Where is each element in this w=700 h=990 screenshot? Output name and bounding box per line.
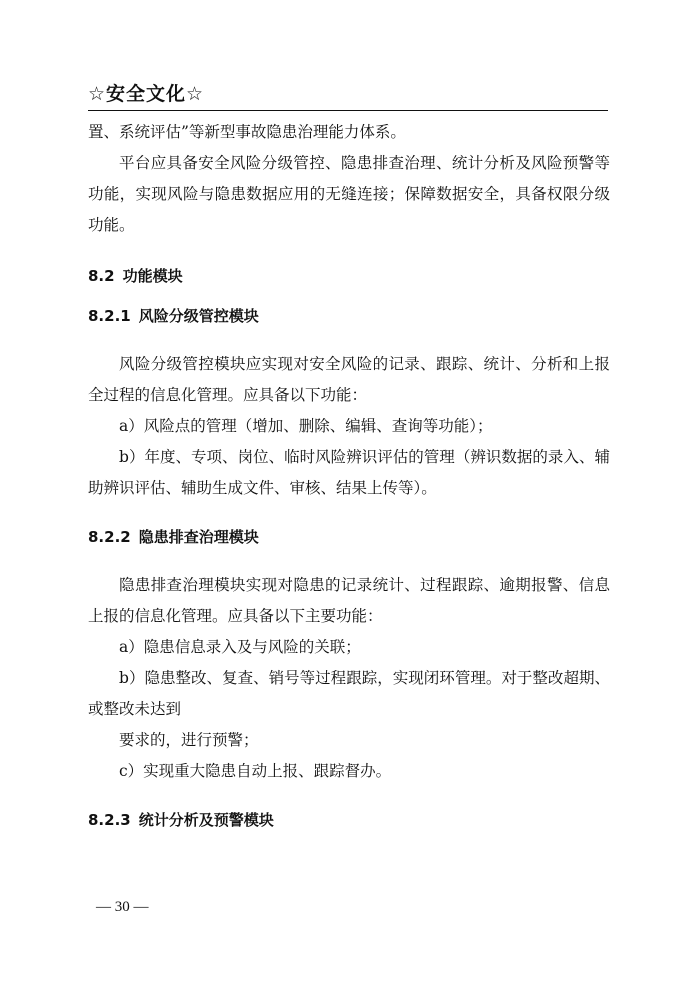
section-intro-paragraph: 隐患排查治理模块实现对隐患的记录统计、过程跟踪、逾期报警、信息上报的信息化管理。应具备以下主要功能：	[88, 576, 610, 625]
list-item: b）隐患整改、复查、销号等过程跟踪，实现闭环管理。对于整改超期、或整改未达到	[88, 669, 610, 718]
section-title: 功能模块	[122, 267, 183, 285]
section-heading-8-2-3	[88, 805, 610, 835]
list-item: c）实现重大隐患自动上报、跟踪督办。	[119, 762, 392, 780]
section-title: 风险分级管控模块	[138, 307, 259, 325]
section-number: 8.2.3	[88, 811, 131, 829]
page-body	[88, 117, 610, 853]
section-heading-8-2-2	[88, 522, 610, 552]
list-item: a）隐患信息录入及与风险的关联；	[119, 638, 361, 656]
section-intro-paragraph: 风险分级管控模块应实现对安全风险的记录、跟踪、统计、分析和上报全过程的信息化管理。应具备以下功能：	[88, 355, 610, 404]
section-number: 8.2.2	[88, 528, 131, 546]
body-paragraph-platform: 平台应具备安全风险分级管控、隐患排查治理、统计分析及风险预警等功能，实现风险与隐患数据应用的无缝连接；保障数据安全，具备权限分级功能。	[88, 154, 610, 234]
list-item: 要求的，进行预警；	[119, 731, 259, 749]
list-item: b）年度、专项、岗位、临时风险辨识评估的管理（辨识数据的录入、辅助辨识评估、辅助生成文件、审核、结果上传等）。	[88, 448, 610, 497]
section-number: 8.2	[88, 267, 115, 285]
section-number: 8.2.1	[88, 307, 131, 325]
section-title: 统计分析及预警模块	[138, 811, 274, 829]
running-header-title: ☆安全文化☆	[88, 83, 205, 105]
header-divider	[88, 110, 608, 111]
section-heading-8-2	[88, 261, 610, 291]
list-item: a）风险点的管理（增加、删除、编辑、查询等功能）；	[119, 417, 493, 435]
section-title: 隐患排查治理模块	[138, 528, 259, 546]
page-number: — 30 —	[96, 899, 149, 915]
section-heading-8-2-1	[88, 301, 610, 331]
body-paragraph-continuation: 置、系统评估”等新型事故隐患治理能力体系。	[88, 123, 406, 141]
